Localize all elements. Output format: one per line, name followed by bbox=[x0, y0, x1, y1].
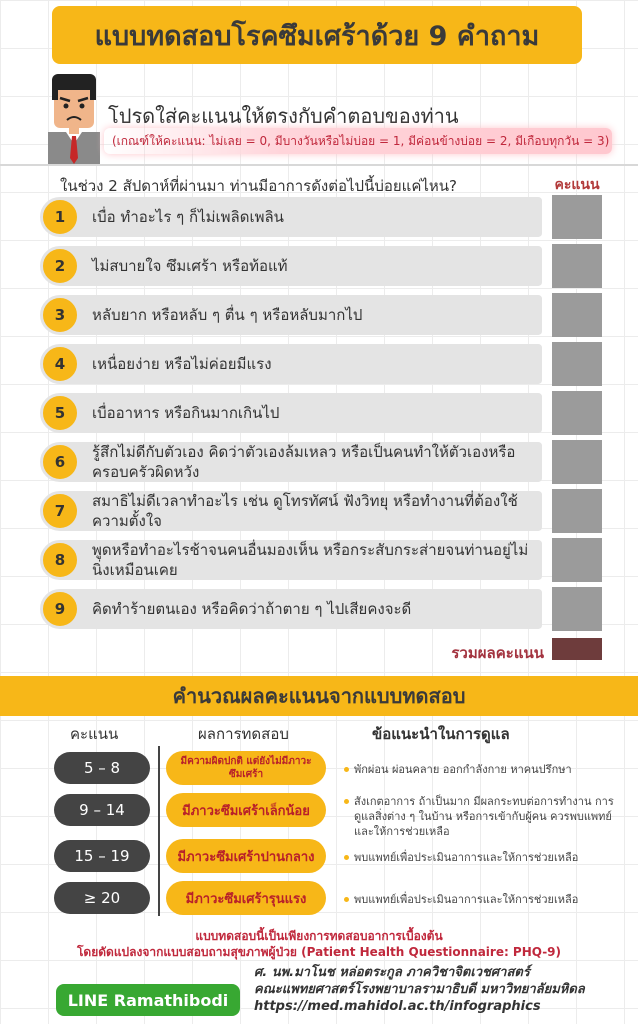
advice-text: พักผ่อน ผ่อนคลาย ออกกำลังกาย หาคนปรึกษา bbox=[344, 762, 624, 777]
question-number: 1 bbox=[40, 197, 80, 237]
worried-man-icon bbox=[46, 74, 102, 166]
credit-url[interactable]: https://med.mahidol.ac.th/infographics bbox=[254, 999, 541, 1014]
score-input-box[interactable] bbox=[552, 293, 602, 337]
credit-author: ศ. นพ.มาโนช หล่อตระกูล ภาควิชาจิตเวชศาสตร์ bbox=[254, 965, 530, 980]
credits bbox=[254, 964, 585, 1015]
disclaimer-line-1: แบบทดสอบนี้เป็นเพียงการทดสอบอาการเบื้องต้น bbox=[195, 929, 443, 943]
advice-text: พบแพทย์เพื่อประเมินอาการและให้การช่วยเหลือ bbox=[344, 850, 624, 865]
page-title: แบบทดสอบโรคซึมเศร้าด้วย 9 คำถาม bbox=[52, 6, 582, 64]
disclaimer bbox=[0, 928, 638, 960]
question-text: พูดหรือทำอะไรช้าจนคนอื่นมองเห็น หรือกระสับกระส่ายจนท่านอยู่ไม่นิ่งเหมือนเคย bbox=[92, 541, 529, 579]
score-column-header: คะแนน bbox=[554, 177, 600, 193]
disclaimer-line-2: โดยดัดแปลงจากแบบสอบถามสุขภาพผู้ป่วย (Patient Health Questionnaire: PHQ-9) bbox=[76, 945, 562, 959]
advice-text: พบแพทย์เพื่อประเมินอาการและให้การช่วยเหลือ bbox=[344, 892, 624, 907]
question-number: 7 bbox=[40, 491, 80, 531]
question-number: 5 bbox=[40, 393, 80, 433]
question-text: เหนื่อยง่าย หรือไม่ค่อยมีแรง bbox=[92, 355, 272, 373]
question-text: หลับยาก หรือหลับ ๆ ตื่น ๆ หรือหลับมากไป bbox=[92, 306, 363, 324]
total-score-label: รวมผลคะแนน bbox=[451, 644, 544, 662]
question-text: คิดทำร้ายตนเอง หรือคิดว่าถ้าตาย ๆ ไปเสียคงจะดี bbox=[92, 600, 412, 618]
question-text: รู้สึกไม่ดีกับตัวเอง คิดว่าตัวเองล้มเหลว หรือเป็นคนทำให้ตัวเองหรือครอบครัวผิดหวัง bbox=[92, 443, 516, 481]
result-label: มีภาวะซึมเศร้าปานกลาง bbox=[166, 839, 326, 873]
line-ramathibodi-badge[interactable]: LINE Ramathibodi bbox=[56, 984, 240, 1016]
score-input-box[interactable] bbox=[552, 538, 602, 582]
question-number: 4 bbox=[40, 344, 80, 384]
question-header: ในช่วง 2 สัปดาห์ที่ผ่านมา ท่านมีอาการดังต่อไปนี้บ่อยแค่ไหน? bbox=[60, 177, 457, 195]
credit-faculty: คณะแพทยศาสตร์โรงพยาบาลรามาธิบดี มหาวิทยาลัยมหิดล bbox=[254, 982, 585, 997]
score-range: 5 – 8 bbox=[54, 752, 150, 784]
question-number: 2 bbox=[40, 246, 80, 286]
total-score-box[interactable] bbox=[552, 638, 602, 660]
score-range: 9 – 14 bbox=[54, 794, 150, 826]
score-range: ≥ 20 bbox=[54, 882, 150, 914]
calc-section-title: คำนวณผลคะแนนจากแบบทดสอบ bbox=[0, 676, 638, 716]
question-number: 8 bbox=[40, 540, 80, 580]
question-number: 9 bbox=[40, 589, 80, 629]
col-header-score: คะแนน bbox=[70, 725, 119, 743]
divider bbox=[0, 164, 638, 166]
instruction: โปรดใส่คะแนนให้ตรงกับคำตอบของท่าน bbox=[108, 104, 459, 128]
advice-text: สังเกตอาการ ถ้าเป็นมาก มีผลกระทบต่อการทำงาน การดูแลสิ่งต่าง ๆ ในบ้าน หรือการเข้ากับผู้คน ควรพบแพทย์และให้การช่วยเหลือ bbox=[344, 794, 624, 839]
scoring-criteria: (เกณฑ์ให้คะแนน: ไม่เลย = 0, มีบางวันหรือไม่บ่อย = 1, มีค่อนข้างบ่อย = 2, มีเกือบทุกวัน = 3) bbox=[104, 128, 612, 154]
score-input-box[interactable] bbox=[552, 342, 602, 386]
question-text: ไม่สบายใจ ซึมเศร้า หรือท้อแท้ bbox=[92, 257, 288, 275]
col-header-result: ผลการทดสอบ bbox=[198, 725, 289, 743]
score-range: 15 – 19 bbox=[54, 840, 150, 872]
score-input-box[interactable] bbox=[552, 440, 602, 484]
score-input-box[interactable] bbox=[552, 587, 602, 631]
score-input-box[interactable] bbox=[552, 489, 602, 533]
score-input-box[interactable] bbox=[552, 244, 602, 288]
question-number: 6 bbox=[40, 442, 80, 482]
result-label: มีความผิดปกติ แต่ยังไม่มีภาวะซึมเศร้า bbox=[166, 751, 326, 785]
column-divider bbox=[158, 746, 160, 916]
question-text: เบื่ออาหาร หรือกินมากเกินไป bbox=[92, 404, 280, 422]
question-text: สมาธิไม่ดีเวลาทำอะไร เช่น ดูโทรทัศน์ ฟังวิทยุ หรือทำงานที่ต้องใช้ความตั้งใจ bbox=[92, 492, 518, 530]
score-input-box[interactable] bbox=[552, 391, 602, 435]
result-label: มีภาวะซึมเศร้าเล็กน้อย bbox=[166, 793, 326, 827]
score-input-box[interactable] bbox=[552, 195, 602, 239]
question-number: 3 bbox=[40, 295, 80, 335]
result-label: มีภาวะซึมเศร้ารุนแรง bbox=[166, 881, 326, 915]
col-header-advice: ข้อแนะนำในการดูแล bbox=[372, 725, 510, 743]
question-text: เบื่อ ทำอะไร ๆ ก็ไม่เพลิดเพลิน bbox=[92, 208, 284, 226]
